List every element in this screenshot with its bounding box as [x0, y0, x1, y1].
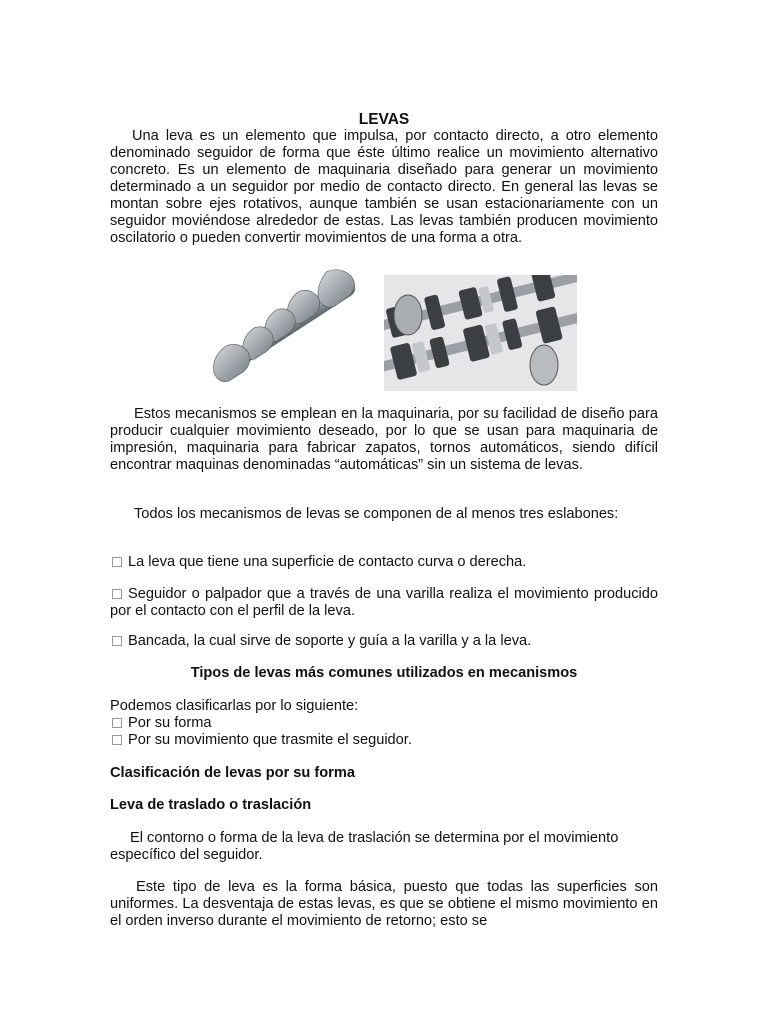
list-item-follower [110, 586, 658, 620]
intro-text: Una leva es un elemento que impulsa, por contacto directo, a otro elemento denominado seguidor de forma que éste último realice un movimiento alternativo concreto. Es un elemento de maquinaria diseñado para generar un movimiento determinado a un seguidor por medio de contacto directo. En general las levas se montan sobre ejes rotativos, aunque también se usan estacionariamente con un seguidor moviéndose alrededor de estas. Las levas también producen movimiento oscilatorio o pueden convertir movimientos de una forma a otra. [110, 128, 658, 246]
classify-item-text: Por su movimiento que trasmite el seguidor. [128, 732, 412, 748]
list-item-text: Bancada, la cual sirve de soporte y guía a la varilla y a la leva. [128, 633, 532, 649]
classify-item-text: Por su forma [128, 715, 212, 731]
translation-paragraph-1 [110, 830, 658, 864]
section-heading-translation: Leva de traslado o traslación [110, 797, 312, 813]
classify-item [110, 732, 658, 749]
intro-paragraph [110, 128, 658, 247]
document-title: LEVAS [358, 111, 410, 128]
translation-paragraph-2 [110, 879, 658, 930]
list-item-frame [110, 633, 658, 650]
classify-item [110, 715, 658, 732]
section-heading-types: Tipos de levas más comunes utilizados en mecanismos [190, 665, 578, 681]
checkbox-bullet-icon [112, 735, 122, 745]
translation-text-2: Este tipo de leva es la forma básica, puesto que todas las superficies son uniformes. La desventaja de estas levas, es que se obtiene el mismo movimiento en el orden inverso durante el movimiento de retorno; esto se [110, 879, 658, 929]
paragraph-links-intro [110, 506, 658, 523]
checkbox-bullet-icon [112, 589, 122, 599]
links-intro-text: Todos los mecanismos de levas se componen de al menos tres eslabones: [134, 506, 619, 522]
checkbox-bullet-icon [112, 557, 122, 567]
list-item-text: Seguidor o palpador que a través de una varilla realiza el movimiento producido por el contacto con el perfil de la leva. [110, 586, 658, 619]
camshafts-photo [384, 275, 577, 391]
applications-text: Estos mecanismos se emplean en la maquinaria, por su facilidad de diseño para producir cualquier movimiento deseado, por lo que se usan para maquinaria de impresión, maquinaria para fabricar zapatos, tornos automáticos, siendo difícil encontrar maquinas denominadas “automáticas” sin un sistema de levas. [110, 406, 658, 473]
paragraph-applications [110, 406, 658, 474]
camshaft-3d-illustration [206, 262, 376, 392]
checkbox-bullet-icon [112, 718, 122, 728]
classify-intro: Podemos clasificarlas por lo siguiente: [110, 698, 359, 714]
list-item-text: La leva que tiene una superficie de contacto curva o derecha. [128, 554, 527, 570]
translation-text-1: El contorno o forma de la leva de traslación se determina por el movimiento específico del seguidor. [110, 830, 619, 863]
list-item-cam [110, 554, 658, 571]
section-heading-shape: Clasificación de levas por su forma [110, 765, 355, 781]
checkbox-bullet-icon [112, 636, 122, 646]
